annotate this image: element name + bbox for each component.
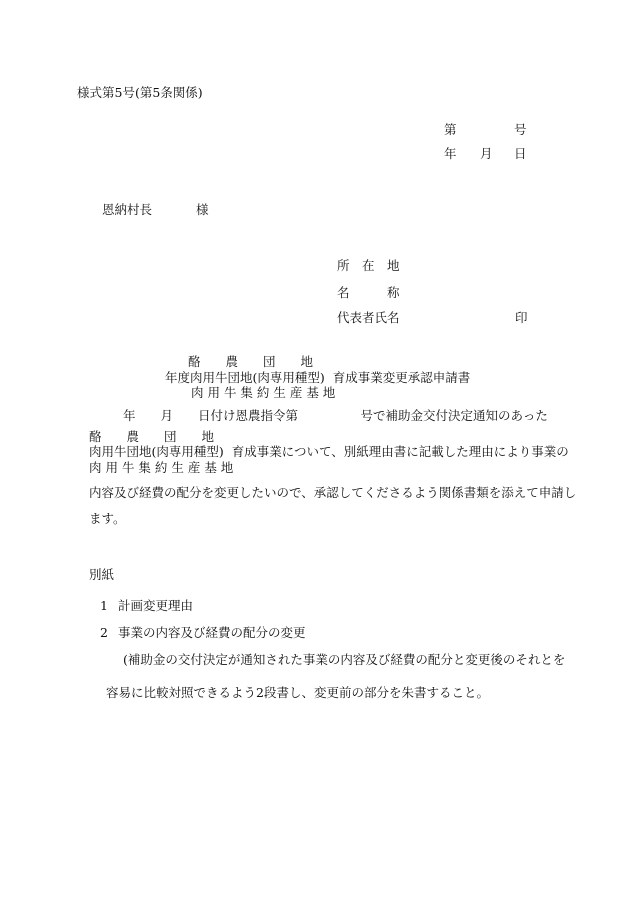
title-line-main: 年度肉用牛団地(肉専用種型) 育成事業変更承認申請書	[165, 370, 471, 385]
note-line-2: 容易に比較対照できるよう2段書し、変更前の部分を朱書すること。	[106, 685, 489, 700]
body-line-2: 酪 農 団 地	[89, 429, 215, 444]
addressee-honorific: 様	[196, 202, 209, 217]
number-dai: 第	[444, 122, 457, 137]
title-line-beef-base: 肉 用 牛 集 約 生 産 基 地	[191, 385, 336, 400]
item-1-text: 計画変更理由	[118, 598, 194, 613]
form-number: 様式第5号(第5条関係)	[77, 85, 203, 100]
applicant-address-label: 所 在 地	[337, 258, 400, 273]
addressee-name: 恩納村長	[102, 202, 153, 217]
date-year: 年	[444, 146, 457, 161]
number-go: 号	[514, 122, 527, 137]
body-line-6: ます。	[89, 511, 126, 526]
body-line-4: 肉 用 牛 集 約 生 産 基 地	[89, 460, 234, 475]
item-2-text: 事業の内容及び経費の配分の変更	[118, 625, 306, 640]
body-line-5: 内容及び経費の配分を変更したいので、承認してくださるよう関係書類を添えて申請し	[89, 485, 577, 500]
item-2-number: 2	[100, 625, 108, 640]
applicant-name-label: 名 称	[337, 285, 400, 300]
item-1-number: 1	[100, 598, 108, 613]
title-line-dairy: 酪 農 団 地	[188, 354, 314, 369]
date-day: 日	[514, 146, 527, 161]
applicant-rep-label: 代表者氏名	[337, 310, 400, 325]
body-line-1: 年 月 日付け恩農指令第 号で補助金交付決定通知のあった	[123, 408, 548, 423]
note-line-1: (補助金の交付決定が通知された事業の内容及び経費の配分と変更後のそれとを	[123, 652, 566, 667]
body-line-3: 肉用牛団地(肉専用種型) 育成事業について、別紙理由書に記載した理由により事業の	[89, 444, 569, 459]
date-month: 月	[480, 146, 493, 161]
attachment-heading: 別紙	[89, 567, 115, 582]
seal-mark: 印	[515, 310, 528, 325]
